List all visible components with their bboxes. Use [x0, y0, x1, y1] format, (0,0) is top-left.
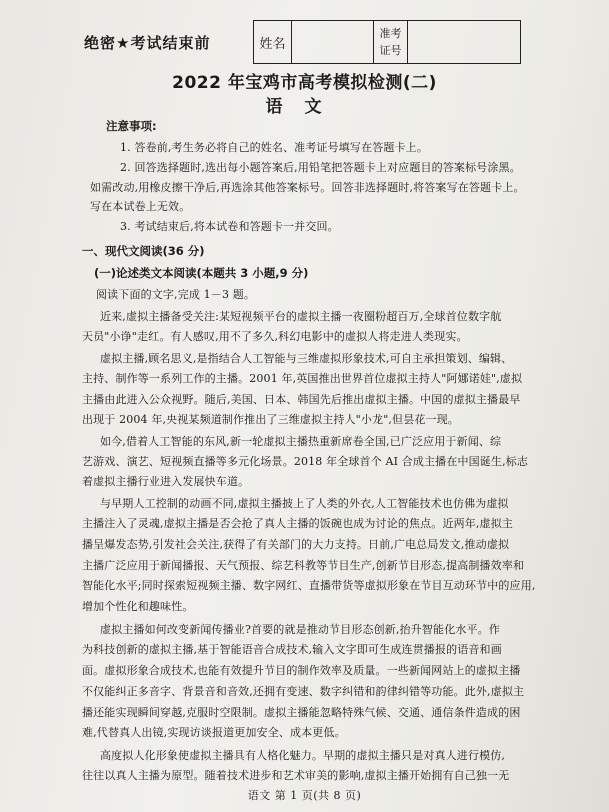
note-line: 写在本试卷上无效。 — [90, 200, 191, 213]
passage-line: 近来,虚拟主播备受关注:某短视频平台的虚拟主播一夜圈粉超百万,全球首位数字航 — [100, 310, 502, 323]
note-line: 3. 考试结束后,将本试卷和答题卡一并交回。 — [120, 220, 339, 233]
passage-line: 播呈爆发态势,引发社会关注,获得了有关部门的大力支持。日前,广电总局发文,推动虚拟 — [82, 538, 510, 551]
passage-line: 虚拟主播,顾名思义,是指结合人工智能与三维虚拟形象技术,可自主承担策划、编辑、 — [100, 352, 513, 365]
name-label: 姓名 — [254, 21, 292, 63]
passage-line: 出现于 2004 年,央视某频道制作推出了三维虚拟主持人"小龙",但昙花一现。 — [82, 413, 459, 426]
subsection-heading: (一)论述类文本阅读(本题共 3 小题,9 分) — [94, 266, 309, 280]
candidate-info-box — [253, 20, 521, 64]
passage-line: 虚拟主播如何改变新闻传播业?首要的就是推动节目形态创新,抬升智能化水平。作 — [100, 623, 500, 636]
passage-line: 增加个性化和趣味性。 — [82, 600, 194, 613]
passage-line: 往往以真人主播为原型。随着技术进步和艺术审美的影响,虚拟主播开始拥有自己独一无 — [82, 769, 510, 782]
exam-title: 2022 年宝鸡市高考模拟检测(二) — [172, 73, 437, 93]
section-heading: 一、现代文阅读(36 分) — [82, 244, 205, 258]
passage-line: 面。虚拟形象合成技术,也能有效提升节目的制作效率及质量。一些新闻网站上的虚拟主播 — [82, 664, 521, 677]
instruction-line: 阅读下面的文字,完成 1－3 题。 — [96, 288, 256, 301]
passage-line: 高度拟人化形象使虚拟主播具有人格化魅力。早期的虚拟主播只是对真人进行模仿, — [100, 749, 506, 762]
exam-number-field — [408, 21, 520, 63]
passage-line: 播还能实现瞬间穿越,克服时空限制。虚拟主播能忽略特殊气候、交通、通信条件造成的困 — [82, 706, 521, 719]
passage-line: 如今,借着人工智能的东风,新一轮虚拟主播热重新席卷全国,已广泛应用于新闻、综 — [100, 435, 502, 448]
passage-line: 主播由此进入公众视野。随后,美国、日本、韩国先后推出虚拟主播。中国的虚拟主播最早 — [82, 393, 521, 406]
passage-line: 难,代替真人出镜,实现访谈报道更加安全、成本更低。 — [82, 726, 346, 739]
name-field — [292, 21, 374, 63]
page-footer: 语文 第 1 页(共 8 页) — [247, 789, 362, 802]
subject-title: 语文 — [265, 97, 344, 117]
note-line: 2. 回答选择题时,选出每小题答案后,用铅笔把答题卡上对应题目的答案标号涂黑。 — [120, 161, 521, 174]
passage-line: 为科技创新的虚拟主播,基于智能语音合成技术,输入文字即可生成连贯播报的语音和画 — [82, 643, 502, 656]
note-line: 1. 答卷前,考生务必将自己的姓名、准考证号填写在答题卡上。 — [120, 141, 428, 154]
passage-line: 智能化水平;同时探索短视频主播、数字网红、直播带货等虚拟形象在节目互动环节中的应用, — [82, 579, 536, 592]
passage-line: 着虚拟主播行业进入发展快车道。 — [82, 475, 250, 488]
passage-line: 主播注入了灵魂,虚拟主播是否会抢了真人主播的饭碗也成为讨论的焦点。近两年,虚拟主 — [82, 517, 513, 530]
notes-heading: 注意事项: — [106, 119, 157, 133]
passage-line: 艺游戏、演艺、短视频直播等多元化场景。2018 年全球首个 AI 合成主播在中国诞生,标志 — [82, 455, 529, 468]
passage-line: 主播广泛应用于新闻播报、天气预报、综艺科教等节目生产,创新节目形态,提高制播效率和 — [82, 559, 525, 572]
confidential-label: 绝密★考试结束前 — [84, 34, 211, 52]
passage-line: 主持、制作等一系列工作的主播。2001 年,英国推出世界首位虚拟主持人"阿娜诺娃",虚拟 — [82, 372, 523, 385]
exam-number-label: 准考 证号 — [374, 21, 408, 63]
passage-line: 不仅能纠正多音字、背景音和音效,还拥有变速、数字纠错和韵律纠错等功能。此外,虚拟主 — [82, 685, 525, 698]
note-line: 如需改动,用橡皮擦干净后,再选涂其他答案标号。回答非选择题时,将答案写在答题卡上。 — [90, 181, 525, 194]
passage-line: 与早期人工控制的动画不同,虚拟主播披上了人类的外衣,人工智能技术也仿佛为虚拟 — [100, 497, 509, 510]
passage-line: 天员"小诤"走红。有人感叹,用不了多久,科幻电影中的虚拟人将走进人类现实。 — [82, 330, 468, 343]
